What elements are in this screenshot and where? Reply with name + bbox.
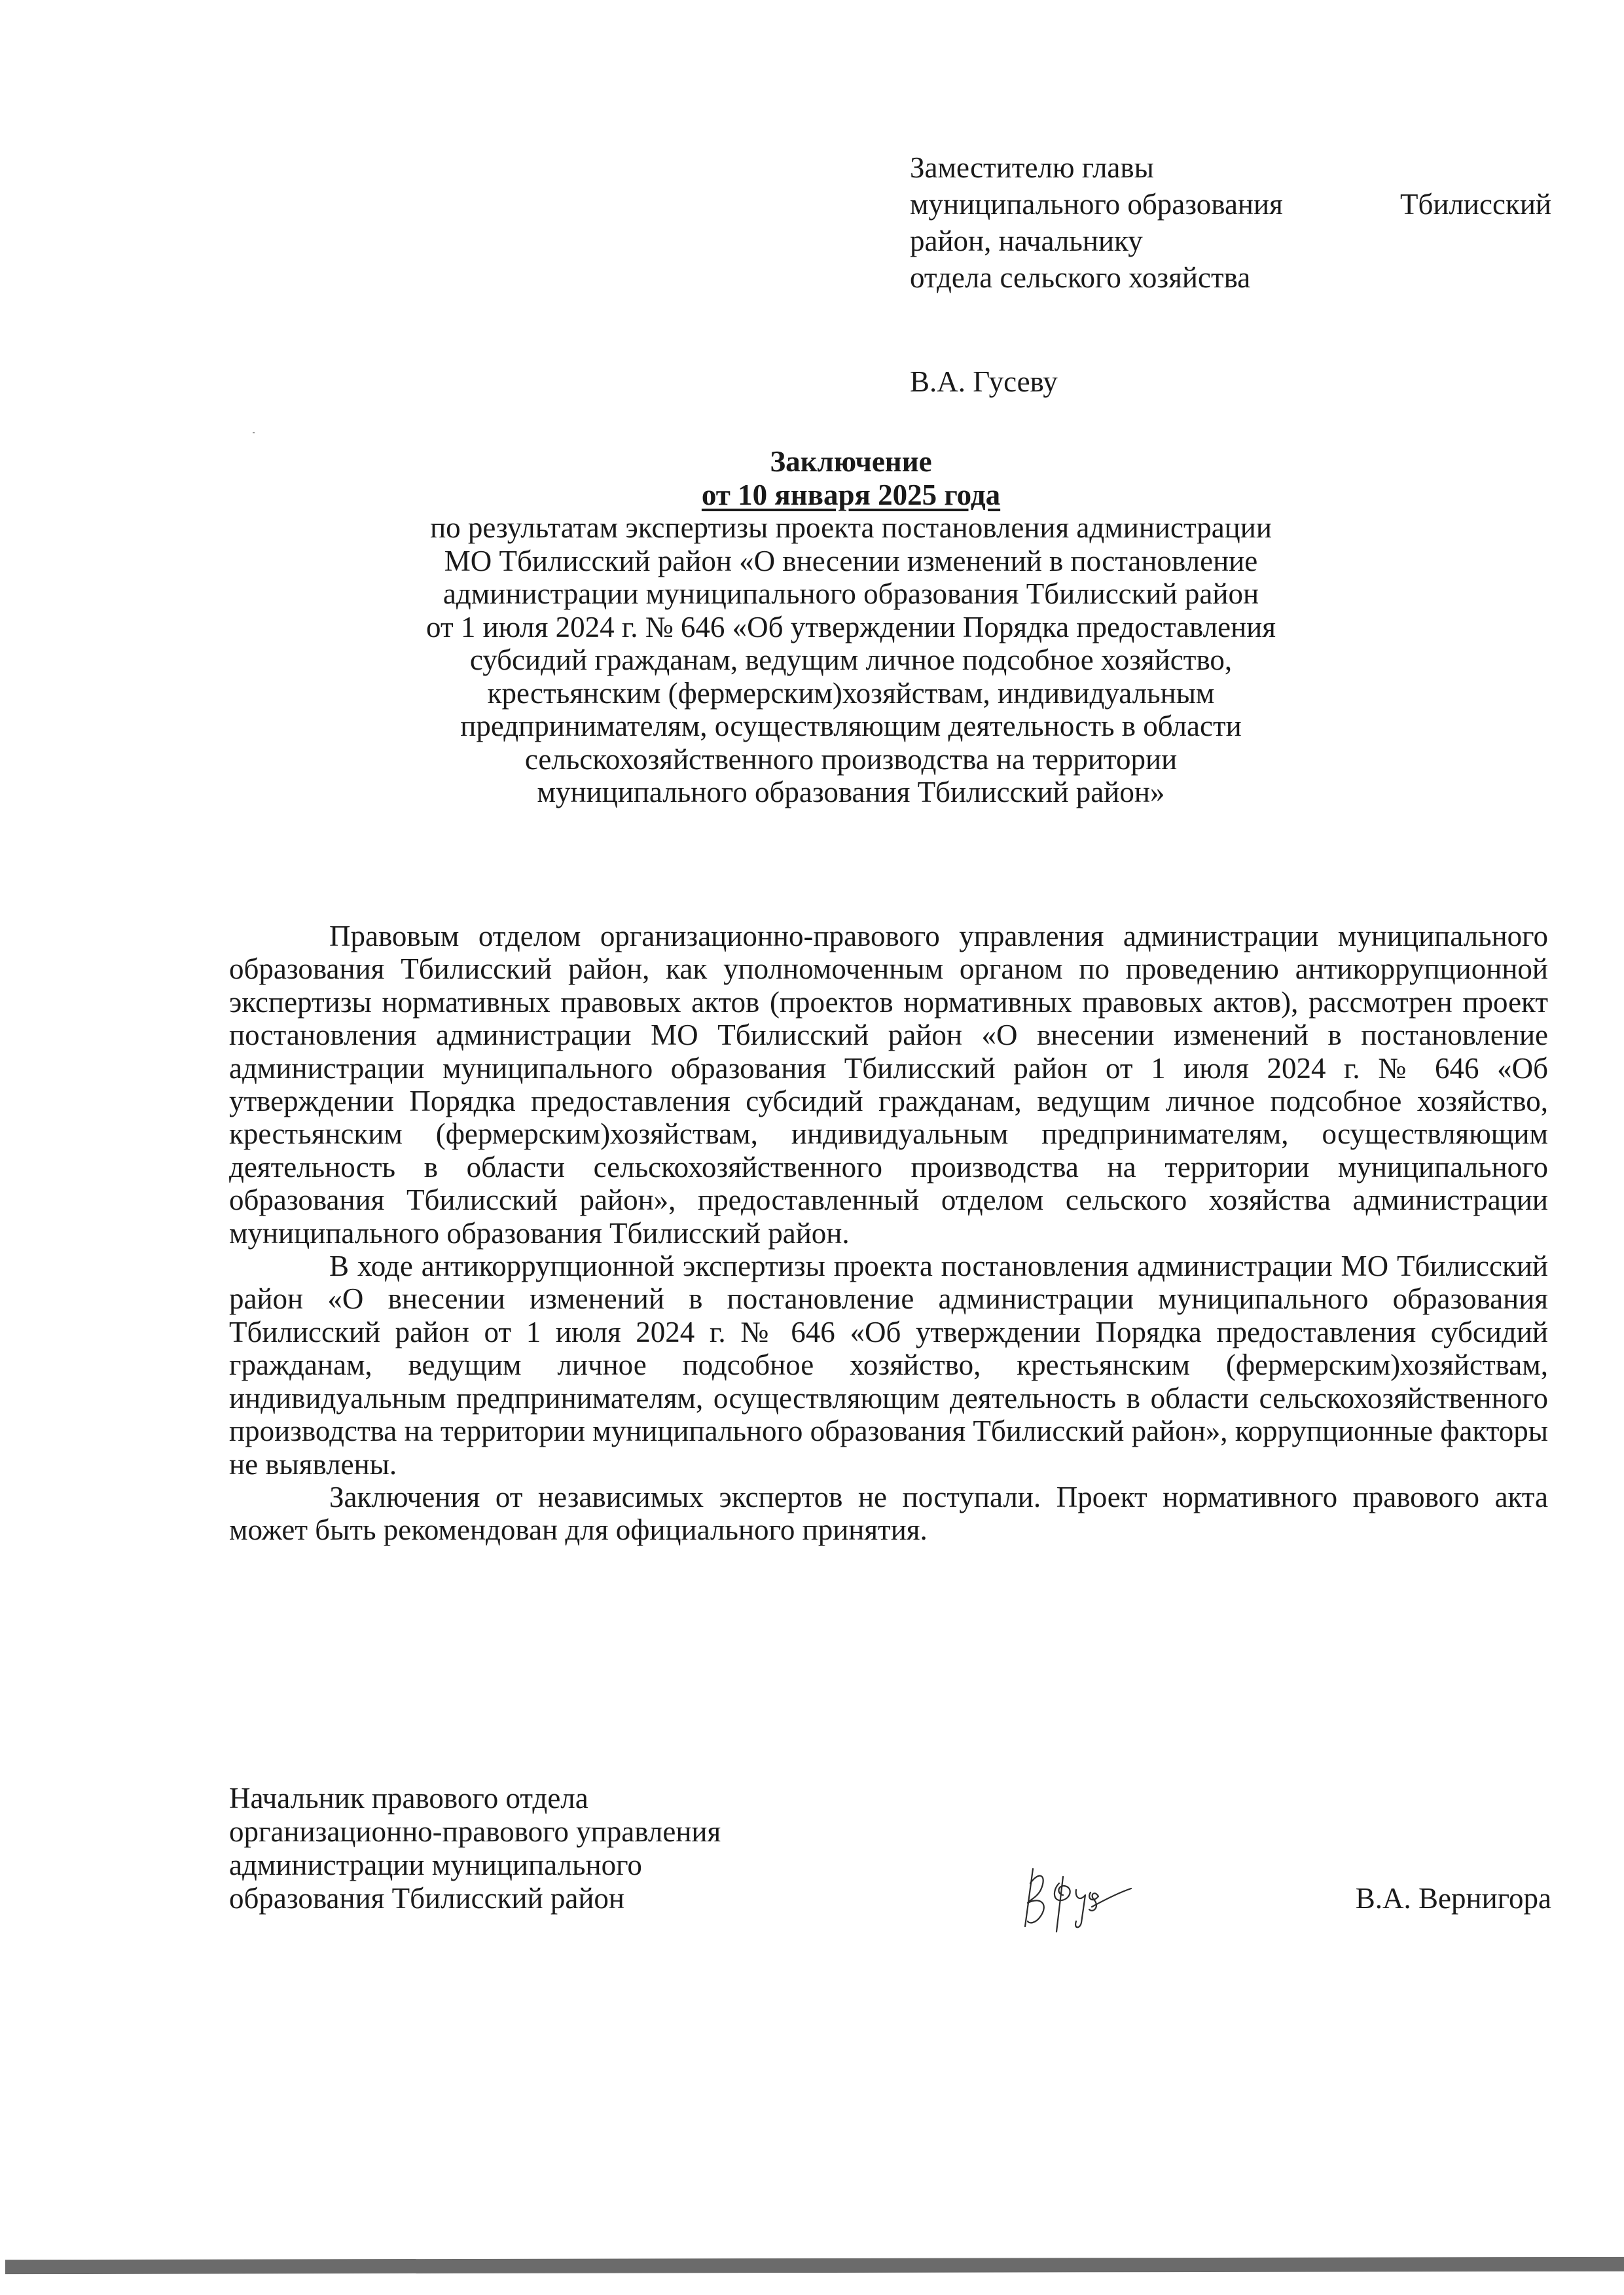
- subject-line: МО Тбилисский район «О внесении изменений в постановление: [444, 544, 1258, 577]
- subject-line: предпринимателям, осуществляющим деятельность в области: [460, 710, 1242, 742]
- body-paragraph: Заключения от независимых экспертов не поступали. Проект нормативного правового акта может быть рекомендован для официального принятия.: [229, 1480, 1548, 1547]
- document-date: от 10 января 2025 года: [701, 478, 1001, 511]
- recipient-name: В.А. Гусеву: [910, 365, 1058, 398]
- signer-position: [229, 1782, 721, 1915]
- addressee-line-part: муниципального образования: [910, 188, 1283, 221]
- addressee-line: [910, 186, 1551, 223]
- scan-artifact: [253, 432, 255, 433]
- document-type-heading: Заключение: [770, 445, 932, 478]
- subject-line: от 1 июля 2024 г. № 646 «Об утверждении Порядка предоставления: [426, 610, 1276, 643]
- signature-block: [229, 1782, 1551, 1939]
- addressee-line: Заместителю главы: [910, 151, 1154, 184]
- subject-line: сельскохозяйственного производства на территории: [524, 742, 1178, 776]
- addressee-line: район, начальнику: [910, 225, 1143, 257]
- addressee-block: [910, 149, 1551, 400]
- subject-line: крестьянским (фермерским)хозяйствам, индивидуальным: [487, 676, 1215, 710]
- signer-position-line: организационно-правового управления: [229, 1815, 721, 1848]
- signer-name: В.А. Вернигора: [1355, 1882, 1551, 1915]
- document-title-block: [367, 445, 1335, 809]
- addressee-line-part: Тбилисский: [1400, 188, 1551, 221]
- body-paragraph: Правовым отделом организационно-правового управления администрации муниципального образования Тбилисский район, как уполномоченным органом по проведению антикоррупционной экспертизы нормативных правовых актов (проектов нормативных правовых актов), рассмотрен проект постановления администрации МО Тбилисский район «О внесении изменений в постановление администрации муниципального образования Тбилисский район от 1 июля 2024 г. № 646 «Об утверждении Порядка предоставления субсидий гражданам, ведущим личное подсобное хозяйство, крестьянским (фермерским)хозяйствам, индивидуальным предпринимателям, осуществляющим деятельность в области сельскохозяйственного производства на территории муниципального образования Тбилисский район», предоставленный отделом сельского хозяйства администрации муниципального образования Тбилисский район.: [229, 920, 1548, 1250]
- signer-position-line: образования Тбилисский район: [229, 1882, 624, 1915]
- subject-line: муниципального образования Тбилисский район»: [537, 776, 1165, 808]
- signer-position-line: Начальник правового отдела: [229, 1782, 588, 1815]
- subject-line: администрации муниципального образования Тбилисский район: [442, 577, 1259, 610]
- document-body: [229, 920, 1548, 1547]
- subject-line: по результатам экспертизы проекта постановления администрации: [430, 511, 1272, 544]
- handwritten-signature-icon: [1021, 1864, 1132, 1936]
- scan-edge-bar: [5, 2257, 1624, 2274]
- body-paragraph: В ходе антикоррупционной экспертизы проекта постановления администрации МО Тбилисский район «О внесении изменений в постановление администрации муниципального образования Тбилисский район от 1 июля 2024 г. № 646 «Об утверждении Порядка предоставления субсидий гражданам, ведущим личное подсобное хозяйство, крестьянским (фермерским)хозяйствам, индивидуальным предпринимателям, осуществляющим деятельность в области сельскохозяйственного производства на территории муниципального образования Тбилисский район», коррупционные факторы не выявлены.: [229, 1250, 1548, 1481]
- addressee-line: отдела сельского хозяйства: [910, 261, 1251, 294]
- signer-position-line: администрации муниципального: [229, 1849, 642, 1881]
- subject-line: субсидий гражданам, ведущим личное подсобное хозяйство,: [469, 643, 1233, 676]
